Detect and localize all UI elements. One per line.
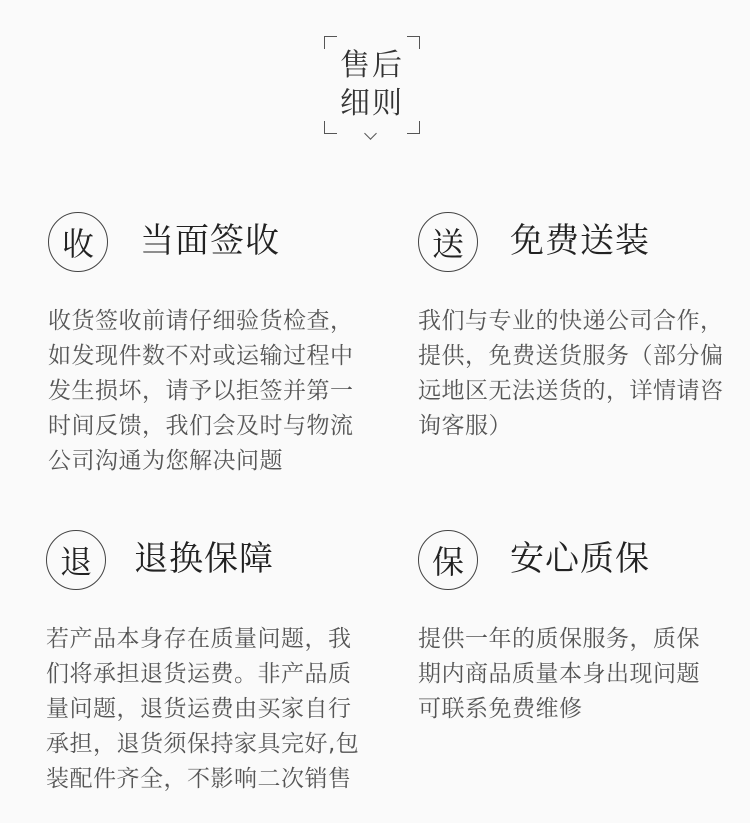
section-title: 当面签收	[140, 221, 280, 261]
receive-icon: 收	[48, 212, 108, 272]
page-title-frame	[324, 36, 420, 134]
section-title: 退换保障	[134, 539, 274, 579]
section-title: 免费送装	[510, 221, 650, 261]
chevron-down-icon	[364, 127, 377, 140]
return-icon: 退	[46, 530, 106, 590]
delivery-icon: 送	[418, 212, 478, 272]
warranty-icon: 保	[418, 530, 478, 590]
page-title-line-2: 细则	[340, 86, 404, 121]
page-title-line-1: 售后	[340, 48, 404, 83]
section-body: 收货签收前请仔细验货检查，如发现件数不对或运输过程中发生损坏，请予以拒签并第一时间反馈，我们会及时与物流公司沟通为您解决问题	[48, 308, 354, 474]
frame-corner	[324, 121, 337, 134]
section-body: 提供一年的质保服务，质保期内商品质量本身出现问题可联系免费维修	[418, 626, 700, 722]
section-body: 我们与专业的快递公司合作，提供，免费送货服务（部分偏远地区无法送货的，详情请咨询客服）	[418, 308, 724, 439]
section-body: 若产品本身存在质量问题，我们将承担退货运费。非产品质量问题，退货运费由买家自行承担，退货须保持家具完好,包装配件齐全，不影响二次销售	[46, 626, 360, 792]
frame-corner	[407, 121, 420, 134]
section-title: 安心质保	[510, 539, 650, 579]
